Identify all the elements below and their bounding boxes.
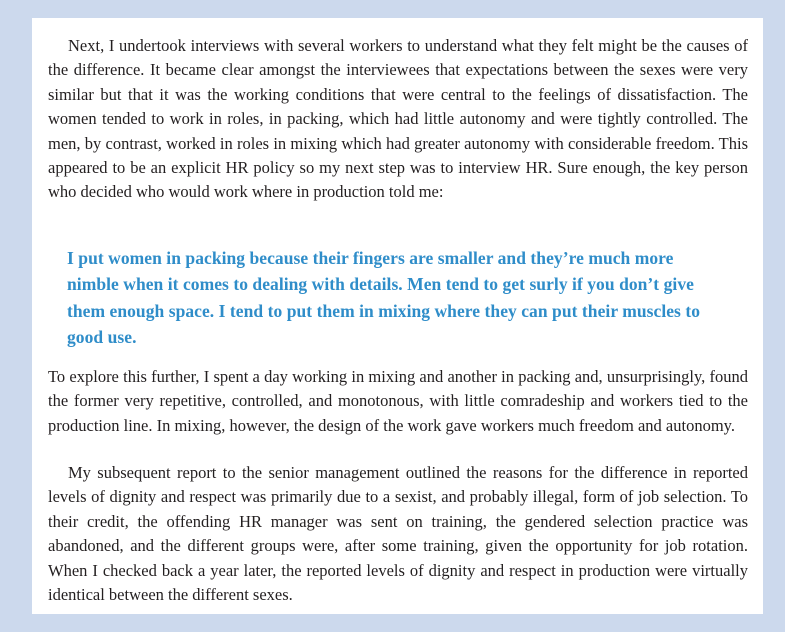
- hr-quote: I put women in packing because their fingers are smaller and they’re much more nimble when it comes to dealing with details. Men tend to get surly if you don’t give them enough space. I tend to put them in mixing where they can put their muscles to good use.: [67, 248, 701, 348]
- report-paragraph: My subsequent report to the senior management outlined the reasons for the difference in reported levels of dignity and respect was primarily due to a sexist, and probably illegal, form of job selection. To their credit, the offending HR manager was sent on training, the gendered selection practice was abandoned, and the different groups were, after some training, given the opportunity for job rotation. When I checked back a year later, the reported levels of dignity and respect in production were virtually identical between the different sexes.: [48, 463, 748, 605]
- intro-paragraph: Next, I undertook interviews with several workers to understand what they felt might be the causes of the difference. It became clear amongst the interviewees that expectations between the sexes were very similar but that it was the working conditions that were central to the feelings of dissatisfaction. The women tended to work in roles, in packing, which had little autonomy and were tightly controlled. The men, by contrast, worked in roles in mixing which had greater autonomy with considerable freedom. This appeared to be an explicit HR policy so my next step was to interview HR. Sure enough, the key person who decided who would work where in production told me:: [48, 36, 748, 202]
- document-page: [32, 18, 763, 614]
- exploration-paragraph: To explore this further, I spent a day working in mixing and another in packing and, unsurprisingly, found the former very repetitive, controlled, and monotonous, with little comradeship and workers tied to the production line. In mixing, however, the design of the work gave workers much freedom and autonomy.: [48, 367, 748, 435]
